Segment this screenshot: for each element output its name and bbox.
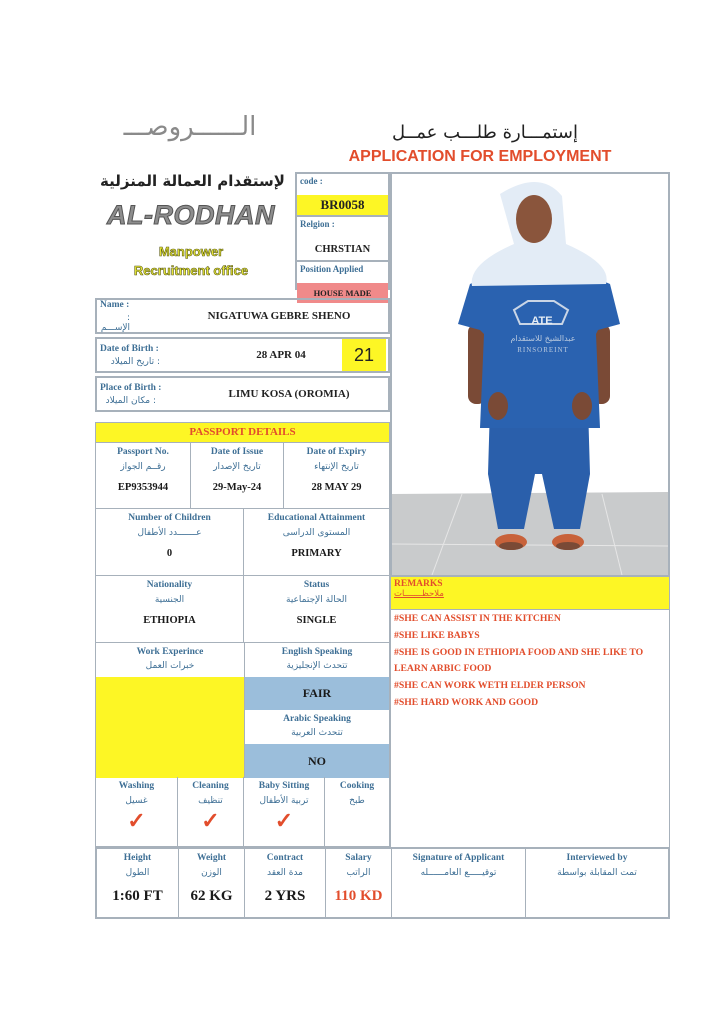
contract-label-arabic: مدة العقد	[267, 868, 303, 878]
name-label: Name :	[100, 299, 130, 310]
contract-value: 2 YRS	[264, 888, 306, 904]
nationality-label: Nationality	[146, 580, 193, 590]
children-cell	[96, 509, 244, 575]
remarks-title-arabic: ملاحظـــــــات	[394, 589, 444, 599]
language-cell	[245, 643, 389, 778]
logo-arabic-wordmark: الــــــروصـــ	[123, 112, 257, 142]
weight-label-arabic: الوزن	[201, 868, 222, 878]
passport-number-cell	[96, 443, 191, 509]
issue-date-cell	[191, 443, 284, 509]
checkmark-icon: ✓	[201, 808, 220, 833]
contract-label: Contract	[266, 853, 304, 863]
children-value: 0	[166, 548, 173, 559]
dob-label: Date of Birth :	[100, 343, 159, 354]
remark-item: #SHE LIKE BABYS	[394, 629, 480, 641]
signature-cell[interactable]	[392, 849, 526, 917]
remark-item: LEARN ARBIC FOOD	[394, 663, 492, 675]
status-label: Status	[303, 580, 330, 590]
religion-label: Relgion :	[300, 219, 335, 229]
status-cell	[244, 576, 389, 642]
skills-row	[95, 777, 390, 847]
checkmark-icon: ✓	[127, 808, 146, 833]
skill-cooking	[325, 777, 389, 846]
work-experience-cell	[96, 643, 245, 778]
code-label: code :	[300, 176, 323, 186]
form-title-arabic: إستمـــارة طلـــب عمــل	[392, 122, 578, 143]
expiry-date-label: Date of Expiry	[306, 447, 367, 457]
salary-label-arabic: الراتب	[346, 868, 371, 878]
dob-value: 28 APR 04	[256, 349, 306, 361]
salary-cell	[326, 849, 392, 917]
remark-item: #SHE CAN ASSIST IN THE KITCHEN	[394, 613, 561, 624]
arabic-label: Arabic Speaking	[283, 714, 351, 724]
skill-baby-sitting	[244, 777, 325, 846]
arabic-value: NO	[245, 744, 389, 778]
skill-label-arabic: طبخ	[349, 796, 365, 806]
english-label: English Speaking	[281, 647, 353, 657]
skill-label: Cooking	[339, 781, 375, 791]
signature-label-arabic: توقيـــــع العامــــــله	[420, 868, 497, 878]
logo-tagline-line1: Manpower	[158, 244, 224, 259]
children-label-arabic: عـــــــدد الأطفال	[137, 528, 202, 538]
expiry-date-cell	[284, 443, 389, 509]
expiry-date-label-arabic: تاريخ الإنتهاء	[314, 462, 359, 472]
skill-label-arabic: تنظيف	[198, 796, 223, 806]
pob-label: Place of Birth :	[100, 382, 162, 393]
salary-label: Salary	[345, 853, 372, 863]
status-label-arabic: الحالة الإجتماعية	[286, 595, 347, 605]
height-label-arabic: الطول	[125, 868, 150, 878]
code-value: BR0058	[297, 195, 388, 217]
code-box	[295, 172, 390, 298]
age-badge: 21	[342, 339, 386, 371]
religion-value: CHRSTIAN	[297, 238, 388, 262]
shirt-text-english: RINSOREINT	[517, 346, 569, 354]
name-label-arabic: : الإســـم	[100, 312, 130, 333]
education-cell	[244, 509, 389, 575]
issue-date-label: Date of Issue	[210, 447, 264, 457]
shirt-text-arabic: عبدالشيخ للاستقدام	[510, 334, 576, 343]
dob-row	[95, 337, 390, 373]
remark-item: #SHE HARD WORK AND GOOD	[394, 696, 539, 708]
contract-cell	[245, 849, 326, 917]
education-label-arabic: المستوى الدراسى	[282, 528, 351, 538]
issue-date-value: 29-May-24	[212, 482, 262, 493]
dob-label-arabic: : تاريخ الميلاد	[110, 356, 160, 367]
passport-number-label: Passport No.	[117, 447, 169, 457]
weight-label: Weight	[196, 853, 227, 863]
nationality-cell	[96, 576, 244, 642]
passport-section	[95, 422, 390, 509]
remarks-list	[390, 610, 670, 848]
skill-label: Baby Sitting	[258, 781, 310, 791]
interviewed-by-label: Interviewed by	[566, 853, 628, 863]
height-cell	[97, 849, 179, 917]
applicant-photo-image	[392, 174, 668, 575]
position-label: Position Applied	[300, 264, 364, 274]
issue-date-label-arabic: تاريخ الإصدار	[213, 462, 261, 472]
weight-value: 62 KG	[190, 888, 233, 904]
position-value: HOUSE MADE	[297, 283, 388, 303]
remarks-header	[390, 576, 670, 610]
skill-washing	[96, 777, 178, 846]
shirt-logo-text: ATE	[531, 315, 553, 327]
passport-number-value: EP9353944	[117, 482, 169, 493]
weight-cell	[179, 849, 245, 917]
interviewed-by-label-arabic: تمت المقابلة بواسطة	[557, 868, 637, 878]
height-value: 1:60 FT	[112, 888, 163, 904]
work-experience-label-arabic: خبرات العمل	[145, 661, 195, 671]
english-value: FAIR	[245, 677, 389, 710]
interviewed-by-cell[interactable]	[526, 849, 668, 917]
passport-number-label-arabic: رقــم الجواز	[120, 462, 166, 472]
details-grid	[95, 509, 390, 777]
pob-row	[95, 376, 390, 412]
status-value: SINGLE	[296, 615, 337, 626]
logo-tagline	[96, 242, 286, 280]
expiry-date-value: 28 MAY 29	[311, 482, 362, 493]
education-label: Educational Attainment	[267, 513, 366, 523]
skill-label: Washing	[118, 781, 155, 791]
work-experience-value	[96, 677, 244, 778]
english-label-arabic: تتحدث الإنجليزية	[286, 661, 348, 671]
education-value: PRIMARY	[291, 548, 342, 559]
name-row	[95, 298, 390, 334]
remark-item: #SHE CAN WORK WETH ELDER PERSON	[394, 680, 586, 692]
salary-value: 110 KD	[334, 888, 383, 904]
checkmark-icon: ✓	[274, 808, 294, 833]
bottom-row	[95, 847, 670, 919]
passport-title: PASSPORT DETAILS	[96, 423, 389, 443]
skill-cleaning	[178, 777, 244, 846]
skill-label: Cleaning	[192, 781, 229, 791]
pob-label-arabic: : مكان الميلاد	[105, 395, 156, 406]
height-label: Height	[123, 853, 152, 863]
pob-value: LIMU KOSA (OROMIA)	[228, 388, 350, 400]
skill-label-arabic: غسيل	[125, 796, 148, 806]
name-value: NIGATUWA GEBRE SHENO	[207, 310, 351, 322]
nationality-label-arabic: الجنسية	[154, 595, 185, 605]
remarks-title: REMARKS	[394, 579, 443, 589]
remark-item: #SHE IS GOOD IN ETHIOPIA FOOD AND SHE LIKE TO	[394, 646, 644, 658]
logo-tagline-line2: Recruitment office	[133, 263, 249, 278]
work-experience-label: Work Experince	[136, 647, 204, 657]
signature-label: Signature of Applicant	[412, 853, 505, 863]
form-title: APPLICATION FOR EMPLOYMENT	[348, 148, 612, 165]
nationality-value: ETHIOPIA	[143, 615, 196, 626]
applicant-photo	[390, 172, 670, 577]
children-label: Number of Children	[128, 513, 211, 523]
logo-name: AL-RODHAN	[107, 200, 275, 230]
logo-arabic-subtitle: لإستقدام العمالة المنزلية	[100, 172, 285, 190]
arabic-label-arabic: تتحدث العربية	[291, 728, 343, 738]
skill-label-arabic: تربية الأطفال	[259, 796, 309, 806]
